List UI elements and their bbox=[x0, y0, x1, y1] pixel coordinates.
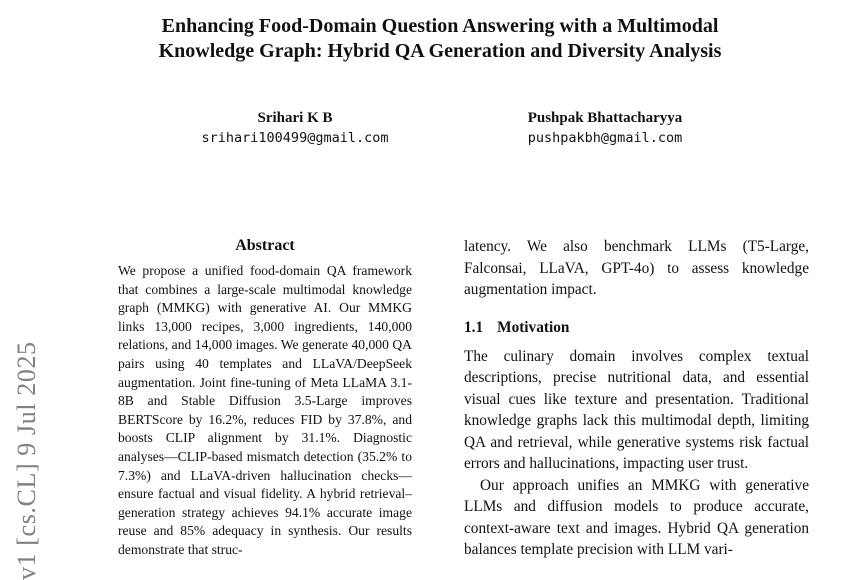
section-title: Motivation bbox=[497, 318, 570, 336]
motivation-paragraph-2: Our approach unifies an MMKG with generative LLMs and diffusion models to produce accurate, context-aware text and images. Hybrid QA generation balances template precision with LLM vari- bbox=[464, 476, 809, 558]
author-email: pushpakbh@gmail.com bbox=[527, 130, 683, 146]
arxiv-identifier-stamp: v1 [cs.CL] 9 Jul 2025 bbox=[12, 341, 41, 580]
abstract-heading: Abstract bbox=[235, 237, 295, 254]
author-email: srihari100499@gmail.com bbox=[201, 130, 389, 146]
motivation-paragraph-1: The culinary domain involves complex textual descriptions, precise nutritional data, and essential visual cues like texture and presentation. Traditional knowledge graphs lack this multimodal depth, limiting QA and retrieval, while generative systems risk factual errors and hallucinations, impacting user trust. bbox=[464, 347, 809, 472]
author-name: Srihari K B bbox=[257, 110, 333, 126]
author-name: Pushpak Bhattacharyya bbox=[527, 110, 683, 126]
section-heading-motivation bbox=[464, 318, 809, 338]
title-line-1: Enhancing Food-Domain Question Answering with a Multimodal bbox=[161, 15, 719, 37]
author-1 bbox=[175, 108, 415, 148]
right-column bbox=[464, 236, 809, 561]
author-block bbox=[0, 108, 847, 158]
continuation-paragraph: latency. We also benchmark LLMs (T5-Large, Falconsai, LLaVA, GPT-4o) to assess knowledge augmentation impact. bbox=[464, 238, 809, 298]
paper-title bbox=[90, 14, 790, 64]
section-number: 1.1 bbox=[464, 318, 484, 336]
abstract-text: We propose a unified food-domain QA framework that combines a large-scale multimodal knowledge graph (MMKG) with generative AI. Our MMKG links 13,000 recipes, 3,000 ingredients, 140,000 relations, and 14,000 images. We generate 40,000 QA pairs using 40 templates and LLaVA/DeepSeek augmentation. Joint fine-tuning of Meta LLaMA 3.1-8B and Stable Diffusion 3.5-Large improves BERTScore by 16.2%, reduces FID by 37.8%, and boosts CLIP alignment by 31.1%. Diagnostic analyses—CLIP-based mismatch detection (35.2% to 7.3%) and LLaVA-driven hallucination checks—ensure factual and visual fidelity. A hybrid retrieval–generation strategy achieves 94.1% accurate image reuse and 85% adequacy in synthesis. Our results demonstrate that struc- bbox=[118, 263, 412, 557]
title-line-2: Knowledge Graph: Hybrid QA Generation and Diversity Analysis bbox=[158, 40, 722, 62]
author-2 bbox=[475, 108, 735, 148]
